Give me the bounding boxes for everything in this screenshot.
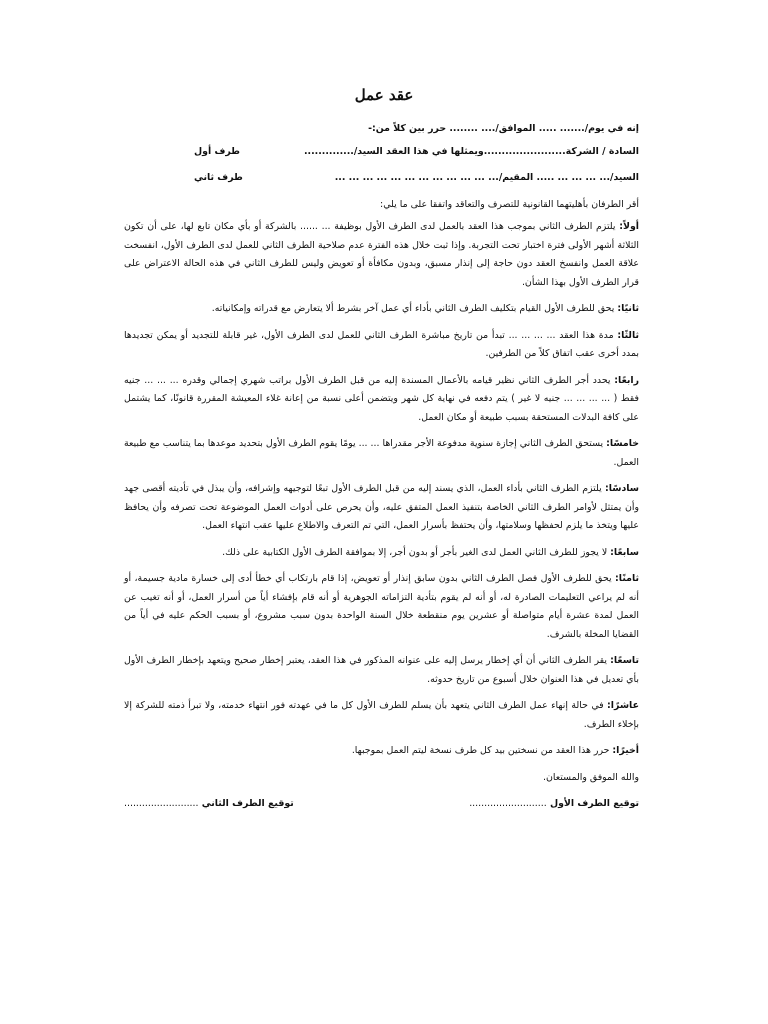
clause-label: ثانيًا: [617,303,639,314]
clause-paragraph [124,327,639,364]
clause-label: سادسًا: [604,483,639,494]
clause-label: أخيرًا: [612,745,639,756]
clause-text: في حالة إنهاء عمل الطرف الثاني يتعهد بأن يسلم للطرف الأول كل ما في عهدته فور انتهاء خدمته، ولا تبرأ ذمته للشركة إلا بإخلاء الطرف. [124,700,639,730]
clause-text: يحق للطرف الأول القيام بتكليف الطرف الثاني بأداء أي عمل آخر بشرط ألا يتعارض مع قدراته وإمكانياته. [211,303,615,314]
first-signature-line: .......................... [469,798,547,809]
document-title: عقد عمل [354,86,414,104]
clause-label: سابعًا: [610,546,639,558]
first-party-row [124,143,639,162]
clause-text: يلتزم الطرف الثاني بموجب هذا العقد بالعمل لدى الطرف الأول بوظيفة ... ...... بالشركة أو بأي مكان تابع لها، على أن تكون الثلاثة أشهر الأولى فترة اختبار تحت التجربة. وإذا ثبت خلال هذه الفترة عدم صلاحية الطرف الثاني للعمل لدى الطرف الأول، انفسخت علاقة العمل وانفسخ العقد دون حاجة إلى إنذار مسبق، وبدون مكافأة أو تعويض وليس للطرف الثاني في هذه الحالة الاعتراض على قرار الطرف الأول بهذا الشأن. [124,221,639,288]
intro-date-line [124,120,639,139]
first-party-text: السادة / الشركة.......................ويمثلها في هذا العقد السيد/.............. [303,145,639,157]
clause-text: لا يجوز للطرف الثاني العمل لدى الغير بأجر أو بدون أجر، إلا بموافقة الطرف الأول الكتابية على ذلك. [222,546,608,558]
second-signature-line: ......................... [124,798,199,809]
clause-paragraph [124,480,639,536]
clauses-list [124,218,639,761]
clause-text: حرر هذا العقد من نسختين بيد كل طرف نسخة ليتم العمل بموجبها. [351,745,610,756]
second-party-row [124,169,639,188]
first-party-label: طرف أول [194,145,240,157]
clause-paragraph [124,570,639,644]
clause-paragraph [124,435,639,472]
clause-paragraph [124,300,639,319]
clause-text: يستحق الطرف الثاني إجازة سنوية مدفوعة الأجر مقدراها ... ... يومًا يقوم الطرف الأول بتحديد موعدها بما يتناسب مع طبيعة العمل. [124,438,639,468]
second-signature-label: توقيع الطرف الثاني [201,798,294,809]
intro-date-text: إنه في يوم/....... ..... الموافق/.... ........ حرر بين كلاً من:- [368,123,639,134]
clause-paragraph [124,372,639,428]
clause-text: مدة هذا العقد ... ... ... ... تبدأ من تاريخ مباشرة الطرف الثاني للعمل لدى الطرف الأول، غير قابلة للتجديد أو يمكن تجديدها بمدد أخرى عقب اتفاق كلاً من الطرفين. [124,329,639,359]
contract-body [124,120,639,814]
closing-text: والله الموفق والمستعان. [543,771,639,783]
clause-label: ثالثًا: [617,329,639,341]
signature-row [124,795,639,814]
clause-label: رابعًا: [614,374,639,386]
clause-text: يقر الطرف الثاني أن أي إخطار يرسل إليه على عنوانه المذكور في هذا العقد، يعتبر إخطار صحيح ويتعهد بإخطار الطرف الأول بأي تعديل في هذا العنوان خلال أسبوع من تاريخ حدوثه. [124,655,639,685]
clause-label: أولاً: [619,221,639,232]
clause-text: يلتزم الطرف الثاني بأداء العمل، الذي يسند إليه من قبل الطرف الأول تبعًا لتوجيهه وإشرافه، وأن يبذل في تأديته أقصى جهد وأن يمتثل لأوامر الطرف الثاني الخاصة بتنفيذ العمل المتفق عليه، وأن يحرص على أدوات العمل الموضوعة تحت تصرفه وأن يحافظ عليها ويتخذ ما يلزم لحفظها وسلامتها، وأن يحتفظ بأسرار العمل، التي تم التعرف والاطلاع عليها عقب انتهاء العمل. [124,483,639,531]
clause-paragraph [124,742,639,761]
second-party-label: طرف ثاني [194,172,243,183]
clause-label: ثامنًا: [615,573,639,584]
second-party-text: السيد/... ... ... ... ..... المقيم/... ... ... ... ... ... ... ... ... ... ... ... [334,172,639,183]
clause-text: يحدد أجر الطرف الثاني نظير قيامه بالأعمال المسندة إليه من قبل الطرف الأول براتب شهري إجمالي وقدره ... ... ... جنيه فقط ( ... ... ... ... جنيه لا غير ) يتم دفعه في نهاية كل شهر ويتضمن أعلى نسبة من إعانة غلاء المعيشة المقررة قانونًا، كما يشتمل على كافة البدلات المستحقة بسبب طبيعة أو مكان العمل. [124,374,639,423]
clause-paragraph [124,218,639,292]
recital: أقر الطرفان بأهليتهما القانونية للتصرف والتعاقد واتفقا على ما يلي: [380,198,639,210]
clause-label: عاشرًا: [607,700,639,711]
clause-label: خامسًا: [606,438,639,449]
clause-text: يحق للطرف الأول فصل الطرف الثاني بدون سابق إنذار أو تعويض، إذا قام بارتكاب أي خطأ أدى إلى خسارة مادية جسيمة، أو أنه لم يراعي التعليمات الصادرة له، أو أنه لم يقوم بتأدية التزاماته الجوهرية أو أنه قام بإفشاء أياً من أسرار العمل، أو أنه تغيب عن العمل لمدة عشرة أيام متواصلة أو عشرين يوم منقطعة خلال السنة الواحدة بدون سبب مشروع، أو بسبب الحكم عليه في أياً من القضايا المخلة بالشرف. [124,573,639,640]
second-party-signature [124,795,294,814]
clause-paragraph [124,652,639,689]
first-party-signature [469,795,639,814]
clause-label: تاسعًا: [610,655,639,666]
first-signature-label: توقيع الطرف الأول [549,798,639,809]
clause-paragraph [124,697,639,734]
clause-paragraph [124,544,639,563]
